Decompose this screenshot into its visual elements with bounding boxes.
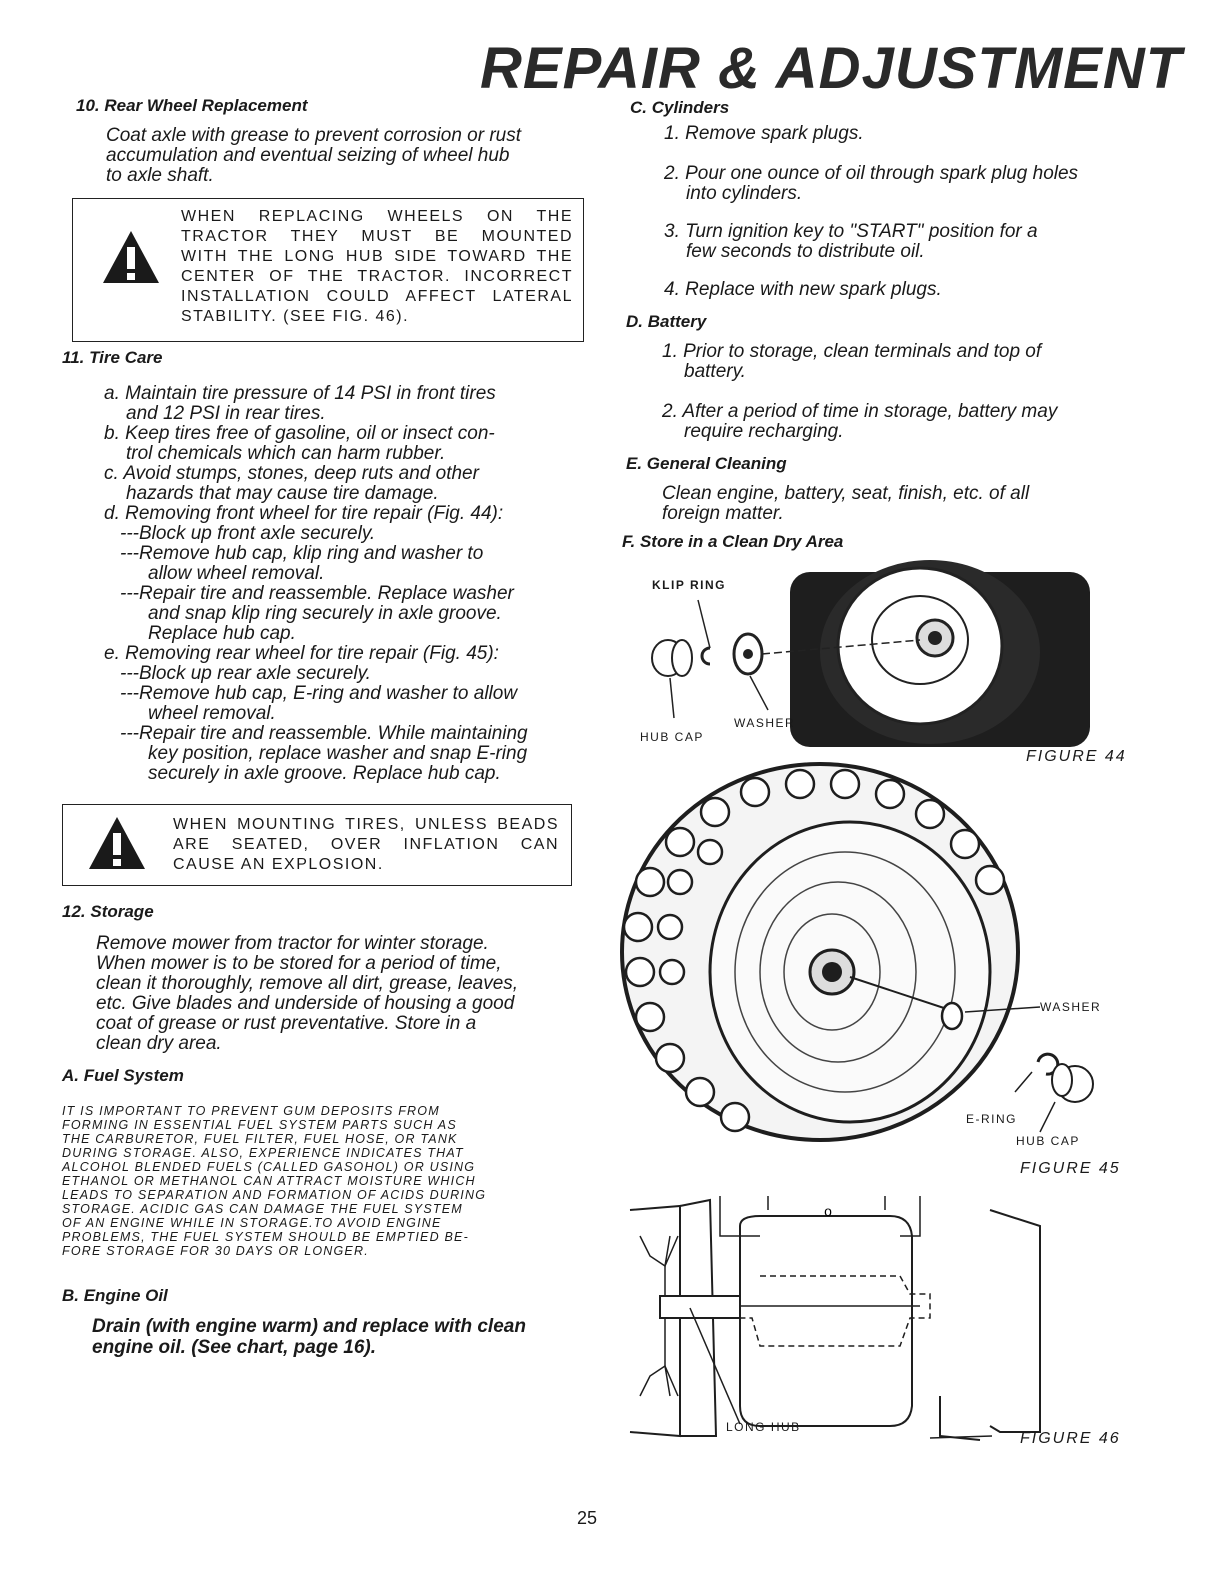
list-item: b. Keep tires free of gasoline, oil or insect con- [104, 423, 495, 444]
figure-45-caption: FIGURE 45 [1020, 1160, 1121, 1177]
list-item: 2. After a period of time in storage, battery may [662, 401, 1058, 422]
list-item: a. Maintain tire pressure of 14 PSI in front tires [104, 383, 496, 404]
svg-text:o: o [824, 1203, 832, 1219]
warning-line: WITH THE LONG HUB SIDE TOWARD THE [181, 248, 573, 265]
list-item: ---Repair tire and reassemble. While maintaining [120, 723, 528, 744]
storage-body: Remove mower from tractor for winter storage. When mower is to be stored for a period of time, clean it thoroughly, remove all dirt, grease, leaves, etc. Give blades and underside of housing a good coat of grease or rust preventative. Store in a clean dry area. [96, 933, 519, 1054]
warning-icon [87, 815, 147, 871]
list-item: 1. Remove spark plugs. [664, 123, 864, 144]
list-item: securely in axle groove. Replace hub cap. [148, 763, 501, 784]
page-number: 25 [577, 1508, 598, 1528]
warning-line: CAUSE AN EXPLOSION. [173, 856, 384, 873]
figure-46-caption: FIGURE 46 [1020, 1430, 1121, 1447]
store-title: F. Store in a Clean Dry Area [622, 532, 844, 551]
figure-45-illustration [620, 762, 1100, 1152]
washer-label: WASHER [1040, 1000, 1102, 1014]
warning-line: WHEN REPLACING WHEELS ON THE [181, 208, 573, 225]
list-item: c. Avoid stumps, stones, deep ruts and other [104, 463, 479, 484]
engine-oil-title: B. Engine Oil [62, 1286, 168, 1305]
cylinders-list [664, 124, 1144, 300]
warning-box-wheels [72, 198, 584, 342]
warning-icon [101, 229, 161, 285]
list-item: and 12 PSI in rear tires. [126, 403, 326, 424]
klip-ring-label: KLIP RING [652, 578, 726, 592]
e-ring-label: E-RING [966, 1112, 1017, 1126]
engine-oil-body: Drain (with engine warm) and replace with clean engine oil. (See chart, page 16). [92, 1316, 526, 1358]
list-item: and snap klip ring securely in axle groove. [148, 603, 502, 624]
list-item: key position, replace washer and snap E-ring [148, 743, 528, 764]
list-item: d. Removing front wheel for tire repair (Fig. 44): [104, 503, 504, 524]
list-item: battery. [684, 361, 746, 382]
battery-list [662, 342, 1142, 442]
list-item: into cylinders. [686, 183, 803, 204]
list-item: ---Block up rear axle securely. [120, 663, 371, 684]
warning-line: WHEN MOUNTING TIRES, UNLESS BEADS [173, 816, 559, 833]
washer-label: WASHER [734, 716, 796, 730]
list-item: ---Remove hub cap, klip ring and washer to [120, 543, 484, 564]
list-item: 2. Pour one ounce of oil through spark plug holes [664, 163, 1079, 184]
list-item: 1. Prior to storage, clean terminals and top of [662, 341, 1042, 362]
hub-cap-label: HUB CAP [640, 730, 704, 744]
section-10-body: Coat axle with grease to prevent corrosion or rust accumulation and eventual seizing of wheel hub to axle shaft. [106, 125, 522, 186]
figure-44-caption: FIGURE 44 [1026, 748, 1127, 765]
list-item: 3. Turn ignition key to "START" position for a [664, 221, 1038, 242]
list-item: ---Block up front axle securely. [120, 523, 376, 544]
fuel-system-body: IT IS IMPORTANT TO PREVENT GUM DEPOSITS FROM FORMING IN ESSENTIAL FUEL SYSTEM PARTS SUCH AS THE CARBURETOR, FUEL FILTER, FUEL HOSE, OR TANK DURING STORAGE. ALSO, EXPERIENCE INDICATES THAT ALCOHOL BLENDED FUELS (CALLED GASOHOL) OR USING ETHANOL OR METHANOL CAN ATTRACT MOISTURE WHICH LEADS TO SEPARATION AND FORMATION OF ACIDS DURING STORAGE. ACIDIC GAS CAN DAMAGE THE FUEL SYSTEM OF AN ENGINE WHILE IN STORAGE.TO AVOID ENGINE PROBLEMS, THE FUEL SYSTEM SHOULD BE EMPTIED BE- FORE STORAGE FOR 30 DAYS OR LONGER. [62, 1104, 487, 1258]
cylinders-title: C. Cylinders [630, 98, 730, 117]
list-item: trol chemicals which can harm rubber. [126, 443, 446, 464]
list-item: require recharging. [684, 421, 844, 442]
tire-care-list [104, 384, 584, 784]
list-item: Replace hub cap. [148, 623, 296, 644]
list-item: allow wheel removal. [148, 563, 325, 584]
figure-46-illustration [620, 1196, 1050, 1446]
section-11-title: 11. Tire Care [62, 348, 163, 367]
warning-line: TRACTOR THEY MUST BE MOUNTED [181, 228, 573, 245]
section-12-title: 12. Storage [62, 902, 154, 921]
list-item: few seconds to distribute oil. [686, 241, 925, 262]
warning-line: ARE SEATED, OVER INFLATION CAN [173, 836, 559, 853]
fuel-system-title: A. Fuel System [62, 1066, 184, 1085]
hub-cap-label: HUB CAP [1016, 1134, 1080, 1148]
battery-title: D. Battery [626, 312, 707, 331]
general-cleaning-title: E. General Cleaning [626, 454, 787, 473]
list-item: wheel removal. [148, 703, 276, 724]
list-item: ---Repair tire and reassemble. Replace washer [120, 583, 514, 604]
list-item: ---Remove hub cap, E-ring and washer to allow [120, 683, 518, 704]
list-item: 4. Replace with new spark plugs. [664, 279, 942, 300]
list-item: e. Removing rear wheel for tire repair (Fig. 45): [104, 643, 499, 664]
list-item: hazards that may cause tire damage. [126, 483, 439, 504]
warning-line: INSTALLATION COULD AFFECT LATERAL [181, 288, 573, 305]
general-cleaning-body: Clean engine, battery, seat, finish, etc. of all foreign matter. [662, 483, 1030, 524]
page-title: REPAIR & ADJUSTMENT [480, 36, 1183, 101]
warning-line: CENTER OF THE TRACTOR. INCORRECT [181, 268, 573, 285]
section-10-title: 10. Rear Wheel Replacement [76, 96, 308, 115]
long-hub-label: LONG HUB [726, 1420, 801, 1434]
warning-box-tires [62, 804, 572, 886]
warning-line: STABILITY. (SEE FIG. 46). [181, 308, 410, 325]
